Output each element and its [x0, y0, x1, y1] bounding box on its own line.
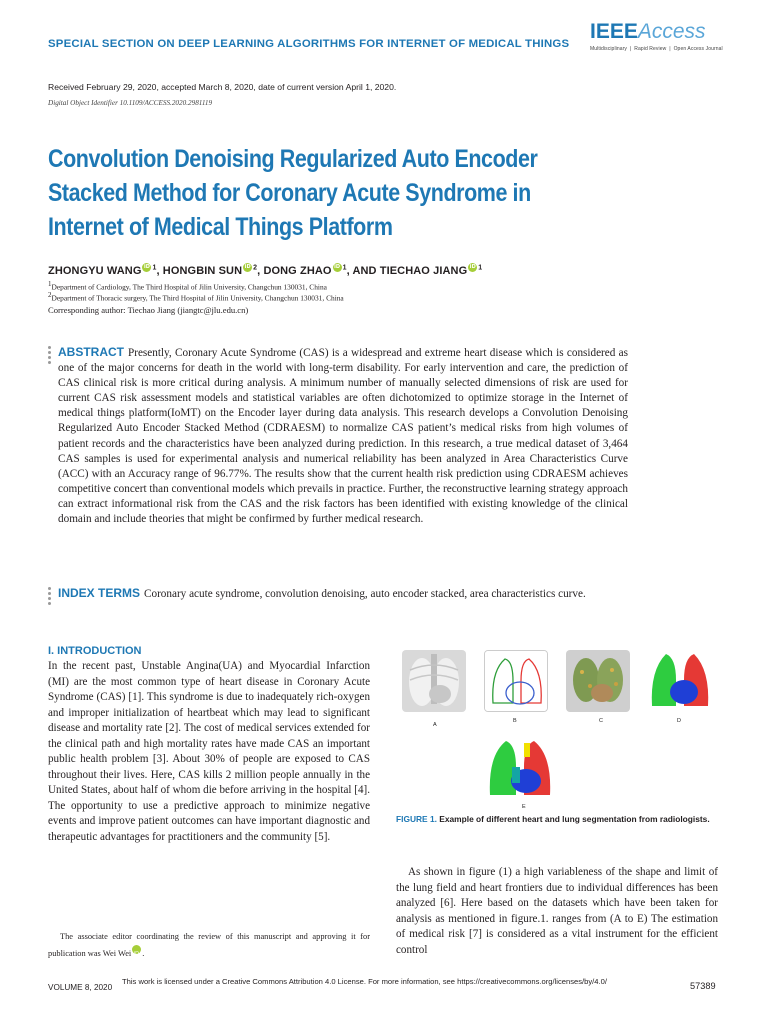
figure-caption [396, 814, 722, 825]
title-line: Stacked Method for Coronary Acute Syndrome in [48, 179, 531, 207]
corresponding-author: Corresponding author: Tiechao Jiang (jiangtc@jlu.edu.cn) [48, 305, 249, 315]
author-name: DONG ZHAO [263, 265, 332, 277]
doi-line: Digital Object Identifier 10.1109/ACCESS.2020.2981119 [48, 99, 213, 107]
index-terms-label: INDEX TERMS [58, 586, 141, 600]
paper-title [48, 142, 581, 244]
author-list [48, 263, 482, 277]
logo-ieee: IEEE [590, 20, 638, 43]
author-separator: , [156, 265, 163, 277]
received-dates: Received February 29, 2020, accepted March 8, 2020, date of current version April 1, 2020. [48, 82, 397, 92]
orcid-icon[interactable] [132, 945, 141, 954]
introduction-text: In the recent past, Unstable Angina(UA) and Myocardial Infarction (MI) are the most common type of heart disease in Coronary Acute Syndrome (CAS) [1]. This syndrome is due to inadequately rich-oxygen and improper initialization of heartbeat which may lead to significant disease and mortality rate [2]. The cost of medical services extended for the clinical path and high mortality rates have made CAS an important public health problem [3]. About 30% of people are exposed to CAS throughout their lives. Here, CAS kills 2 million people annually in the United States, about half of whom die before arriving in the hospital [4]. The opportunity to use a predictive approach to minimize negative events and improve patient outcomes can have important diagnostic and therapeutic advantages for practitioners and the community [5]. [48, 660, 370, 843]
abstract [58, 345, 628, 527]
author-affiliation-mark: 1 [478, 264, 483, 272]
affiliation-number: 2 [48, 291, 52, 299]
figure-caption-label: FIGURE 1. [396, 814, 437, 824]
logo-tagline: Multidisciplinary ❘ Rapid Review ❘ Open Access Journal [590, 46, 723, 52]
orcid-icon[interactable] [468, 263, 477, 272]
footer-volume: VOLUME 8, 2020 [48, 983, 113, 992]
abstract-label: ABSTRACT [58, 345, 124, 359]
author-affiliation-mark: 1 [342, 264, 347, 272]
index-terms [58, 586, 628, 602]
author-name: TIECHAO JIANG [379, 265, 468, 277]
author-name: ZHONGYU WANG [48, 265, 142, 277]
affiliation-text: Department of Cardiology, The Third Hospital of Jilin University, Changchun 130031, China [51, 282, 327, 292]
logo-access: Access [637, 20, 706, 43]
section-heading-introduction: I. INTRODUCTION [48, 645, 142, 657]
author-separator: , [257, 265, 264, 277]
figure-panel-d-image [648, 650, 712, 712]
footer-license[interactable]: This work is licensed under a Creative Commons Attribution 4.0 License. For more information, see https://creativecommons.org/licenses/by/4.0/ [122, 977, 607, 986]
panel-label-d: D [677, 718, 681, 724]
author-separator: , AND [346, 265, 380, 277]
abstract-marker [48, 346, 52, 366]
author-affiliation-mark: 2 [253, 264, 258, 272]
figure-panel-c-image [566, 650, 630, 712]
panel-label-a: A [433, 722, 437, 728]
footnote-text: The associate editor coordinating the review of this manuscript and approving it for publication was Wei Wei [48, 932, 370, 958]
affiliation-2 [48, 291, 344, 302]
figure-panel-b-image [484, 650, 548, 712]
figure-panel-e-image [486, 737, 554, 799]
index-terms-marker [48, 587, 52, 607]
ieee-access-logo [590, 20, 723, 60]
special-section-header: SPECIAL SECTION ON DEEP LEARNING ALGORITHMS FOR INTERNET OF MEDICAL THINGS [48, 38, 570, 50]
figure-panel-a-image [402, 650, 466, 712]
affiliation-text: Department of Thoracic surgery, The Third Hospital of Jilin University, Changchun 130031, China [51, 293, 344, 303]
title-line: Convolution Denoising Regularized Auto Encoder [48, 145, 538, 173]
panel-label-e: E [522, 804, 526, 810]
author-affiliation-mark: 1 [152, 264, 157, 272]
abstract-text: Presently, Coronary Acute Syndrome (CAS) is a widespread and extreme heart disease which is considered as one of the major concerns for death in the world with long-term disability. For early intervention and care, the prediction of CAS clinical risk is more critical during analysis. A minimum number of manually selected dimensions of risk are used for current CAS risk assessment models and statistical variables are often dichotomized to optimize storage in the Internet of medical things platform(IoMT) on the Encoder layer during data analysis. This research develops a Convolution Denoising Regularized Auto Encoder Stacked Method (CDRAESM) to normalize CAS patient’s medical risks from high volumes of patient records and the characteristics have been analyzed during prediction. In this research, a true medical dataset of 3,464 CAS samples is used for experimental analysis and numerical reliability has been analyzed in Area Characteristics Curve (ACC) with an Accuracy range of 96.77%. The results show that the current health risk prediction using CDRAESM achieves competitive concert than conventional models which prevails in practice. Further, the reconstructive learning strategy approach can extract informational risk from the CAS and the risk factors has been identified with existing knowledge of the clinical domain and include theories that might be confirmed by further medical research. [58, 347, 628, 526]
page-number: 57389 [690, 981, 716, 991]
orcid-icon[interactable] [333, 263, 342, 272]
figure-1 [396, 646, 722, 811]
author-name: HONGBIN SUN [162, 265, 243, 277]
panel-label-b: B [513, 718, 517, 724]
panel-label-c: C [599, 718, 603, 724]
orcid-icon[interactable] [243, 263, 252, 272]
affiliation-number: 1 [48, 280, 52, 288]
orcid-icon[interactable] [142, 263, 151, 272]
affiliation-1 [48, 280, 327, 291]
index-terms-text: Coronary acute syndrome, convolution denoising, auto encoder stacked, area characteristics curve. [144, 588, 586, 600]
title-line: Internet of Medical Things Platform [48, 213, 393, 241]
editor-footnote: The associate editor coordinating the review of this manuscript and approving it for publication was Wei WeiiD . [48, 929, 370, 962]
figure-caption-text: Example of different heart and lung segmentation from radiologists. [439, 814, 710, 824]
right-column-text: As shown in figure (1) a high variableness of the shape and limit of the lung field and heart frontiers due to individual differences has been analyzed [6]. Here based on the datasets which have been taken for analysis as mentioned in figure.1. ranges from (A to E) The estimation of medical risk [7] is considered as a vital instrument for the efficient control [396, 866, 718, 956]
